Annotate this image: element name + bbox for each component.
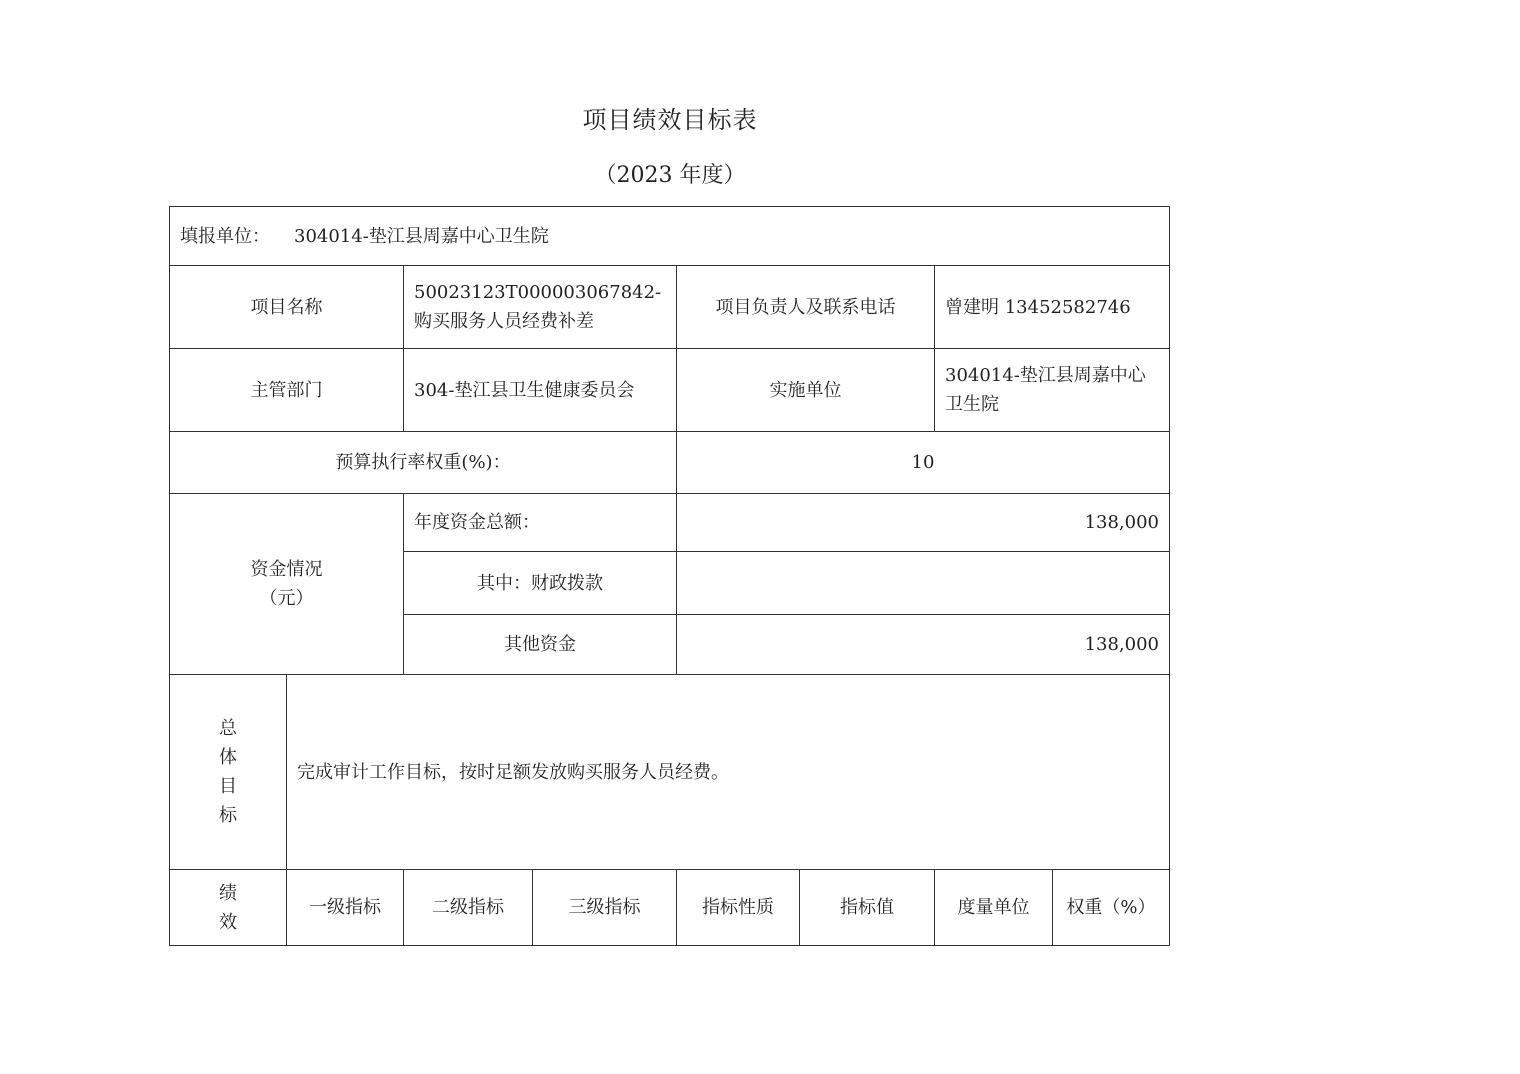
leader-label: 项目负责人及联系电话 [677, 266, 935, 349]
header-value: 指标值 [800, 870, 935, 945]
goal-char: 目 [219, 776, 237, 797]
funds-label [170, 494, 404, 675]
other-funds-value: 138,000 [677, 615, 1169, 675]
overall-goal-label [170, 675, 287, 870]
page-title: 项目绩效目标表 [582, 106, 758, 134]
header-unit: 度量单位 [935, 870, 1053, 945]
filing-unit-label: 填报单位： [180, 225, 270, 247]
dept-value: 304-垫江县卫生健康委员会 [404, 349, 677, 432]
project-name-label: 项目名称 [170, 266, 404, 349]
goal-char: 标 [219, 805, 237, 826]
perf-char: 效 [219, 911, 237, 933]
fiscal-funds-value [677, 552, 1169, 615]
header-weight: 权重（%） [1066, 897, 1156, 918]
header-level2: 二级指标 [404, 870, 533, 945]
fiscal-funds-label: 其中：财政拨款 [404, 552, 677, 615]
filing-unit-value: 304014-垫江县周嘉中心卫生院 [294, 225, 549, 247]
project-name-value: 50023123T000003067842-购买服务人员经费补差 [404, 266, 677, 349]
filing-unit-row [170, 207, 1169, 266]
other-funds-label: 其他资金 [404, 615, 677, 675]
header-level3: 三级指标 [533, 870, 677, 945]
impl-unit-value: 304014-垫江县周嘉中心卫生院 [935, 349, 1169, 432]
impl-unit-label: 实施单位 [677, 349, 935, 432]
budget-rate-label: 预算执行率权重(%)： [170, 432, 677, 494]
leader-value: 曾建明 13452582746 [935, 266, 1169, 349]
goal-char: 体 [219, 747, 237, 768]
total-funds-value: 138,000 [677, 494, 1169, 552]
page-subtitle: （2023 年度） [594, 163, 746, 188]
funds-label-text: 资金情况 [250, 559, 323, 580]
performance-table [169, 206, 1170, 946]
goal-char: 总 [219, 718, 237, 739]
performance-label [170, 870, 287, 945]
header-level1: 一级指标 [287, 870, 404, 945]
budget-rate-value: 10 [677, 432, 1169, 494]
header-nature: 指标性质 [677, 870, 800, 945]
dept-label: 主管部门 [170, 349, 404, 432]
total-funds-label: 年度资金总额： [404, 494, 677, 552]
funds-unit-text: （元） [259, 588, 314, 609]
perf-char: 绩 [219, 882, 237, 904]
overall-goal-text: 完成审计工作目标，按时足额发放购买服务人员经费。 [287, 675, 1169, 870]
